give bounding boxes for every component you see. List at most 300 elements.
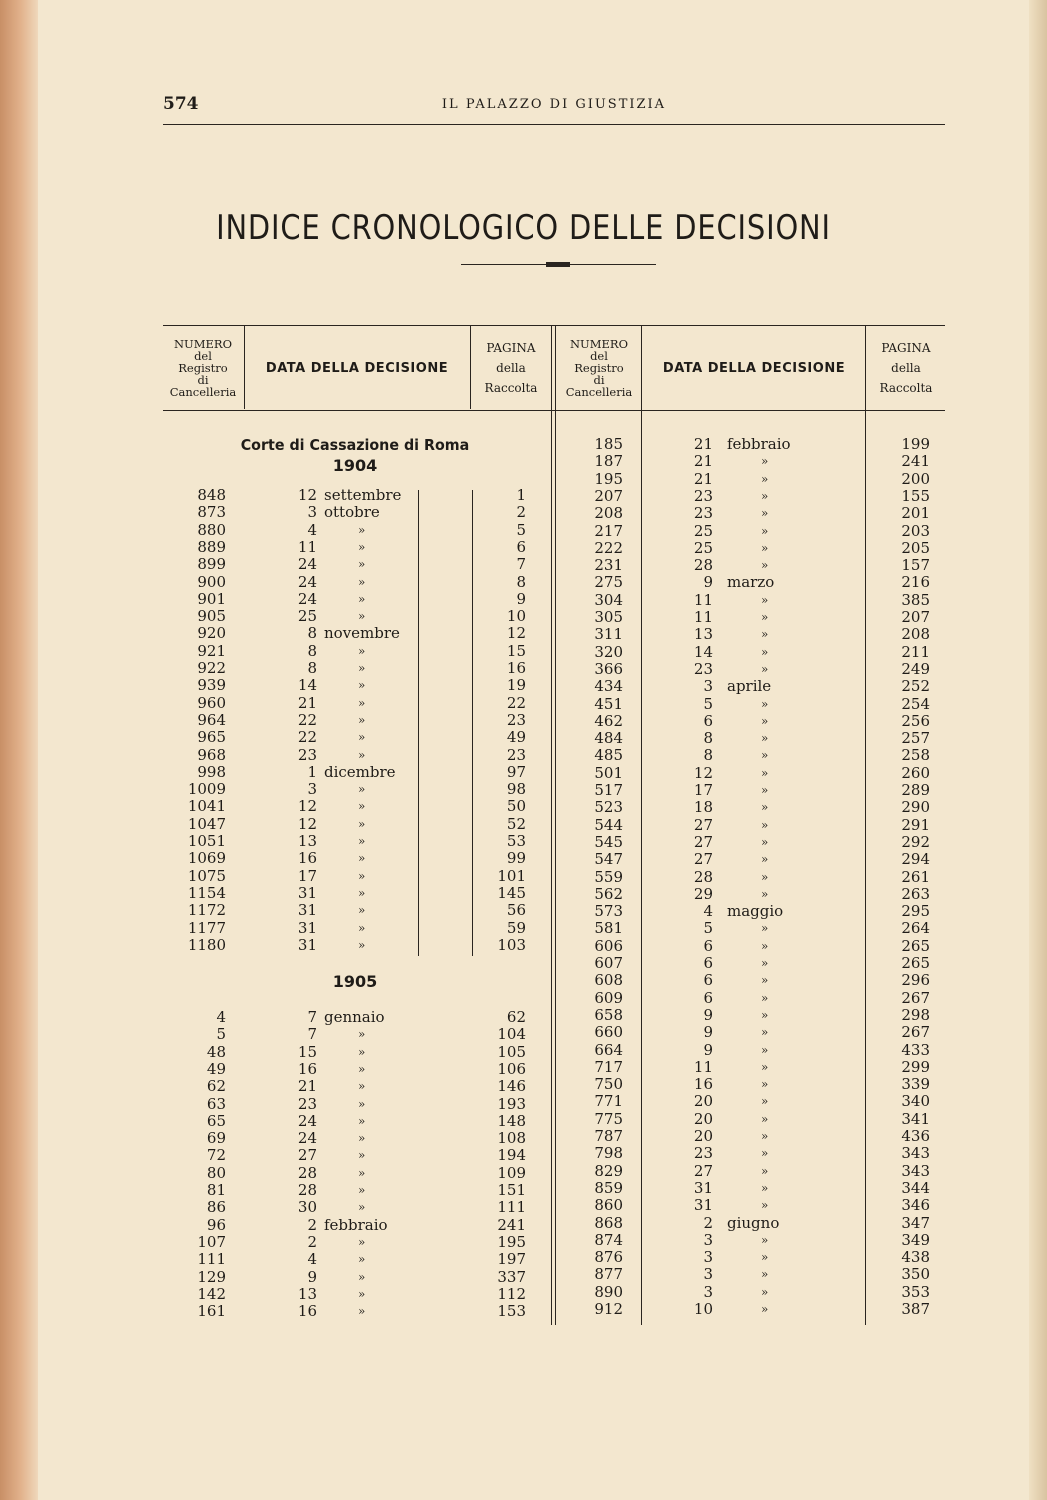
register-number: 484 [594, 729, 623, 748]
decision-month: » [761, 869, 769, 884]
decision-month: maggio [727, 902, 784, 921]
decision-day: 23 [297, 745, 317, 764]
register-number: 49 [206, 1059, 226, 1078]
register-number: 660 [594, 1023, 623, 1042]
decision-day: 21 [297, 1077, 317, 1096]
collection-page: 350 [901, 1265, 930, 1284]
decision-month: » [761, 1059, 769, 1074]
register-number: 1154 [187, 883, 226, 902]
register-number: 717 [594, 1057, 623, 1076]
decision-day: 11 [297, 537, 317, 556]
collection-page: 59 [506, 918, 526, 937]
column-divider [551, 325, 552, 1325]
collection-page: 216 [901, 573, 930, 592]
decision-day: 3 [307, 780, 317, 799]
decision-day: 23 [693, 659, 713, 678]
collection-page: 295 [901, 902, 930, 921]
collection-page: 53 [506, 832, 526, 850]
register-number: 96 [206, 1215, 226, 1234]
decision-month: » [358, 937, 366, 952]
decision-month: » [761, 592, 769, 607]
decision-day: 9 [703, 1023, 713, 1042]
decision-day: 24 [297, 572, 317, 591]
decision-month: » [761, 1163, 769, 1178]
collection-page: 105 [497, 1042, 526, 1061]
decision-month: » [358, 1079, 366, 1094]
year-heading-1904: 1904 [332, 456, 378, 475]
decision-month: » [761, 454, 769, 469]
collection-page: 346 [901, 1196, 930, 1215]
collection-page: 193 [497, 1094, 526, 1113]
register-number: 960 [197, 693, 226, 712]
decision-month: febbraio [727, 435, 791, 453]
decision-day: 25 [297, 607, 317, 626]
register-number: 304 [594, 590, 623, 609]
register-number: 775 [594, 1109, 623, 1128]
collection-page: 347 [901, 1213, 930, 1232]
decision-month: » [761, 523, 769, 538]
register-number: 606 [594, 936, 623, 955]
collection-page: 108 [497, 1129, 526, 1148]
decision-day: 20 [693, 1092, 713, 1111]
decision-month: » [761, 852, 769, 867]
register-number: 912 [594, 1300, 623, 1318]
decision-day: 11 [693, 608, 713, 626]
decision-month: » [761, 748, 769, 763]
decision-month: » [761, 1284, 769, 1299]
collection-page: 200 [901, 469, 930, 488]
collection-page: 337 [497, 1267, 526, 1286]
collection-page: 103 [497, 935, 526, 954]
decision-month: » [358, 1234, 366, 1249]
register-number: 1180 [187, 935, 226, 954]
decision-month: » [761, 1077, 769, 1092]
register-number: 195 [594, 469, 623, 488]
decision-day: 20 [693, 1109, 713, 1128]
collection-page: 208 [901, 625, 930, 644]
register-number: 161 [197, 1302, 226, 1321]
collection-page: 387 [901, 1300, 930, 1318]
decision-month: » [358, 885, 366, 900]
decision-day: 24 [297, 1111, 317, 1130]
decision-day: 12 [297, 814, 317, 833]
collection-page: 203 [901, 521, 930, 540]
decision-day: 9 [703, 1040, 713, 1059]
register-number: 217 [594, 521, 623, 540]
decision-day: 12 [297, 797, 317, 816]
register-number: 889 [197, 537, 226, 556]
decision-day: 7 [307, 1025, 317, 1044]
collection-page: 264 [901, 919, 930, 938]
decision-day: 6 [703, 988, 713, 1007]
decision-day: 16 [297, 849, 317, 868]
decision-day: 15 [297, 1042, 317, 1061]
column-rule [472, 490, 473, 956]
register-number: 222 [594, 538, 623, 557]
collection-page: 290 [901, 798, 930, 817]
decision-month: » [761, 783, 769, 797]
register-number: 311 [594, 625, 623, 644]
decision-month: » [761, 1025, 769, 1040]
decision-day: 27 [693, 832, 713, 851]
collection-page: 258 [901, 746, 930, 765]
register-number: 829 [594, 1161, 623, 1180]
collection-page: 104 [497, 1025, 526, 1044]
decision-month: ottobre [324, 503, 380, 522]
collection-page: 257 [901, 729, 930, 748]
decision-month: » [761, 956, 769, 970]
collection-page: 211 [901, 642, 930, 661]
collection-page: 22 [506, 693, 526, 712]
decision-month: » [761, 506, 769, 521]
register-number: 905 [197, 607, 226, 626]
column-divider [555, 325, 556, 1325]
page-number: 574 [163, 94, 199, 114]
collection-page: 155 [901, 486, 930, 505]
collection-page: 111 [497, 1198, 526, 1217]
decision-month: » [358, 1165, 366, 1180]
decision-day: 2 [703, 1213, 713, 1232]
decision-day: 17 [693, 781, 713, 799]
register-number: 523 [594, 798, 623, 817]
register-number: 1009 [187, 780, 226, 799]
register-number: 65 [206, 1111, 226, 1130]
collection-page: 15 [506, 641, 526, 660]
register-number: 462 [594, 711, 623, 730]
collection-page: 249 [901, 659, 930, 678]
decision-month: » [358, 851, 366, 866]
collection-page: 256 [901, 711, 930, 730]
decision-month: » [761, 610, 769, 624]
decision-month: » [358, 747, 366, 762]
decision-day: 11 [693, 590, 713, 609]
collection-page: 16 [506, 659, 526, 677]
decision-day: 30 [297, 1198, 317, 1217]
header-pagina-right: PAGINA della Raccolta [879, 341, 933, 395]
decision-month: settembre [324, 486, 402, 504]
decision-day: 31 [693, 1178, 713, 1197]
decision-day: 3 [703, 1265, 713, 1284]
decision-day: 8 [703, 746, 713, 765]
collection-page: 5 [516, 520, 526, 539]
decision-month: » [761, 661, 769, 676]
register-number: 890 [594, 1282, 623, 1301]
decision-month: » [358, 920, 366, 935]
register-number: 573 [594, 902, 623, 921]
decision-month: » [358, 782, 366, 797]
register-number: 1075 [187, 866, 226, 885]
collection-page: 151 [497, 1181, 526, 1199]
decision-day: 1 [307, 762, 317, 781]
register-number: 771 [594, 1092, 623, 1111]
register-number: 72 [206, 1146, 226, 1165]
decision-month: » [358, 522, 366, 537]
collection-page: 207 [901, 608, 930, 626]
register-number: 485 [594, 746, 623, 765]
collection-page: 241 [901, 452, 930, 471]
register-number: 968 [197, 745, 226, 764]
register-number: 559 [594, 867, 623, 886]
register-number: 305 [594, 608, 623, 626]
collection-page: 157 [901, 556, 930, 575]
decision-day: 20 [693, 1127, 713, 1145]
collection-page: 260 [901, 763, 930, 782]
decision-day: 27 [693, 815, 713, 834]
collection-page: 291 [901, 815, 930, 834]
decision-day: 31 [297, 901, 317, 920]
decision-day: 10 [693, 1300, 713, 1318]
collection-page: 267 [901, 1023, 930, 1042]
decision-day: 28 [297, 1181, 317, 1199]
register-number: 609 [594, 988, 623, 1007]
decision-day: 4 [307, 520, 317, 539]
column-rule [418, 490, 419, 956]
decision-month: gennaio [324, 1008, 385, 1026]
register-number: 81 [206, 1181, 226, 1199]
decision-month: » [358, 1027, 366, 1042]
register-number: 608 [594, 971, 623, 990]
decision-month: » [761, 765, 769, 780]
decision-day: 5 [703, 919, 713, 938]
collection-page: 50 [506, 797, 526, 816]
register-number: 142 [197, 1284, 226, 1303]
register-number: 366 [594, 659, 623, 678]
collection-page: 339 [901, 1075, 930, 1094]
collection-page: 353 [901, 1282, 930, 1301]
decision-month: » [761, 973, 769, 988]
decision-month: » [761, 1267, 769, 1282]
register-number: 664 [594, 1040, 623, 1059]
decision-day: 21 [693, 469, 713, 488]
collection-page: 197 [497, 1250, 526, 1269]
collection-page: 261 [901, 867, 930, 886]
register-number: 129 [197, 1267, 226, 1286]
register-number: 581 [594, 919, 623, 938]
collection-page: 289 [901, 781, 930, 799]
decision-month: » [761, 731, 769, 746]
decision-month: » [358, 1113, 366, 1128]
register-number: 5 [216, 1025, 226, 1044]
running-title: IL PALAZZO DI GIUSTIZIA [441, 97, 667, 112]
register-number: 187 [594, 452, 623, 471]
register-number: 544 [594, 815, 623, 834]
register-number: 1047 [187, 814, 226, 833]
decision-month: » [358, 678, 366, 693]
decision-day: 3 [703, 1282, 713, 1301]
register-number: 451 [594, 694, 623, 713]
decision-month: » [358, 1252, 366, 1267]
collection-page: 340 [901, 1092, 930, 1111]
collection-page: 153 [497, 1302, 526, 1321]
decision-day: 3 [703, 1248, 713, 1267]
decision-month: » [761, 627, 769, 642]
decision-day: 18 [693, 798, 713, 817]
decision-month: » [358, 1044, 366, 1059]
decision-day: 28 [693, 867, 713, 886]
decision-month: » [761, 938, 769, 953]
decision-day: 8 [307, 659, 317, 677]
decision-month: dicembre [324, 762, 396, 781]
decision-day: 13 [297, 1284, 317, 1303]
collection-page: 148 [497, 1111, 526, 1130]
decision-day: 4 [307, 1250, 317, 1269]
collection-page: 23 [506, 745, 526, 764]
header-data-right: DATA DELLA DECISIONE [662, 360, 846, 376]
decision-day: 14 [693, 642, 713, 661]
decision-month: » [761, 1232, 769, 1247]
collection-page: 265 [901, 936, 930, 955]
decision-day: 24 [297, 589, 317, 608]
register-number: 207 [594, 486, 623, 505]
register-number: 501 [594, 763, 623, 782]
decision-month: » [358, 643, 366, 658]
decision-day: 3 [703, 677, 713, 696]
decision-day: 3 [703, 1230, 713, 1249]
register-number: 1051 [187, 832, 226, 850]
decision-month: » [358, 591, 366, 606]
decision-day: 27 [297, 1146, 317, 1165]
collection-page: 263 [901, 884, 930, 903]
decision-day: 8 [703, 729, 713, 748]
decision-day: 13 [297, 832, 317, 850]
decision-day: 8 [307, 624, 317, 643]
register-number: 873 [197, 503, 226, 522]
register-number: 1177 [187, 918, 226, 937]
decision-day: 27 [693, 850, 713, 869]
year-heading-1905: 1905 [332, 972, 378, 991]
register-number: 434 [594, 677, 623, 696]
header-rule [244, 325, 245, 409]
register-number: 80 [206, 1163, 226, 1182]
collection-page: 98 [506, 780, 526, 799]
decision-month: » [761, 886, 769, 901]
decision-month: marzo [727, 573, 775, 592]
register-number: 798 [594, 1144, 623, 1163]
decision-month: novembre [324, 624, 400, 643]
decision-month: » [358, 1286, 366, 1301]
decision-month: » [358, 816, 366, 831]
register-number: 848 [197, 486, 226, 504]
decision-day: 21 [693, 452, 713, 471]
decision-month: » [358, 661, 366, 675]
decision-month: » [358, 574, 366, 589]
collection-page: 436 [901, 1127, 930, 1145]
register-number: 231 [594, 556, 623, 575]
decision-day: 7 [307, 1008, 317, 1026]
collection-page: 205 [901, 538, 930, 557]
collection-page: 201 [901, 504, 930, 523]
collection-page: 292 [901, 832, 930, 851]
decision-month: » [761, 558, 769, 573]
decision-month: » [358, 1269, 366, 1284]
collection-page: 56 [506, 901, 526, 920]
register-number: 860 [594, 1196, 623, 1215]
register-number: 607 [594, 954, 623, 972]
register-number: 208 [594, 504, 623, 523]
decision-day: 9 [307, 1267, 317, 1286]
collection-page: 194 [497, 1146, 526, 1165]
collection-page: 52 [506, 814, 526, 833]
collection-page: 112 [497, 1284, 526, 1303]
collection-page: 344 [901, 1178, 930, 1197]
collection-page: 97 [506, 762, 526, 781]
decision-month: » [358, 868, 366, 883]
register-number: 86 [206, 1198, 226, 1217]
register-number: 876 [594, 1248, 623, 1267]
decision-month: » [761, 540, 769, 555]
collection-page: 1 [516, 486, 526, 504]
decision-day: 12 [297, 486, 317, 504]
collection-page: 341 [901, 1109, 930, 1128]
decision-month: giugno [727, 1213, 780, 1232]
collection-page: 385 [901, 590, 930, 609]
decision-day: 22 [297, 710, 317, 729]
collection-page: 49 [506, 728, 526, 747]
decision-month: » [358, 712, 366, 727]
decision-day: 3 [307, 503, 317, 522]
decision-month: » [358, 834, 366, 848]
collection-page: 62 [506, 1008, 526, 1026]
decision-month: » [358, 539, 366, 554]
register-number: 750 [594, 1075, 623, 1094]
register-number: 517 [594, 781, 623, 799]
collection-page: 241 [497, 1215, 526, 1234]
decision-month: » [358, 1096, 366, 1111]
register-number: 899 [197, 555, 226, 574]
register-number: 901 [197, 589, 226, 608]
decision-month: » [358, 1200, 366, 1215]
decision-month: » [761, 1180, 769, 1195]
register-number: 900 [197, 572, 226, 591]
register-number: 185 [594, 435, 623, 453]
register-number: 562 [594, 884, 623, 903]
page-right-edge [1029, 0, 1047, 1500]
decision-day: 21 [297, 693, 317, 712]
collection-page: 23 [506, 710, 526, 729]
decision-month: » [358, 557, 366, 572]
collection-page: 2 [516, 503, 526, 522]
decision-month: » [358, 695, 366, 710]
collection-page: 8 [516, 572, 526, 591]
decision-day: 28 [297, 1163, 317, 1182]
decision-month: » [358, 903, 366, 918]
decision-month: aprile [727, 677, 772, 696]
decision-month: » [761, 1250, 769, 1265]
decision-day: 16 [297, 1059, 317, 1078]
header-numero-right: NUMERO del Registro di Cancelleria [565, 337, 633, 399]
register-number: 62 [206, 1077, 226, 1096]
collection-page: 12 [506, 624, 526, 643]
decision-day: 24 [297, 1129, 317, 1148]
register-number: 998 [197, 762, 226, 781]
register-number: 275 [594, 573, 623, 592]
collection-page: 265 [901, 954, 930, 972]
collection-page: 299 [901, 1057, 930, 1076]
register-number: 920 [197, 624, 226, 643]
decision-month: » [761, 471, 769, 486]
register-number: 658 [594, 1005, 623, 1024]
collection-page: 349 [901, 1230, 930, 1249]
page-binding-edge [0, 0, 38, 1500]
header-numero-left: NUMERO del Registro di Cancelleria [169, 337, 237, 399]
decision-day: 8 [307, 641, 317, 660]
decision-day: 9 [703, 1005, 713, 1024]
collection-page: 101 [497, 866, 526, 885]
decision-month: » [761, 696, 769, 711]
decision-month: » [761, 1302, 769, 1316]
register-number: 922 [197, 659, 226, 677]
collection-page: 10 [506, 607, 526, 626]
